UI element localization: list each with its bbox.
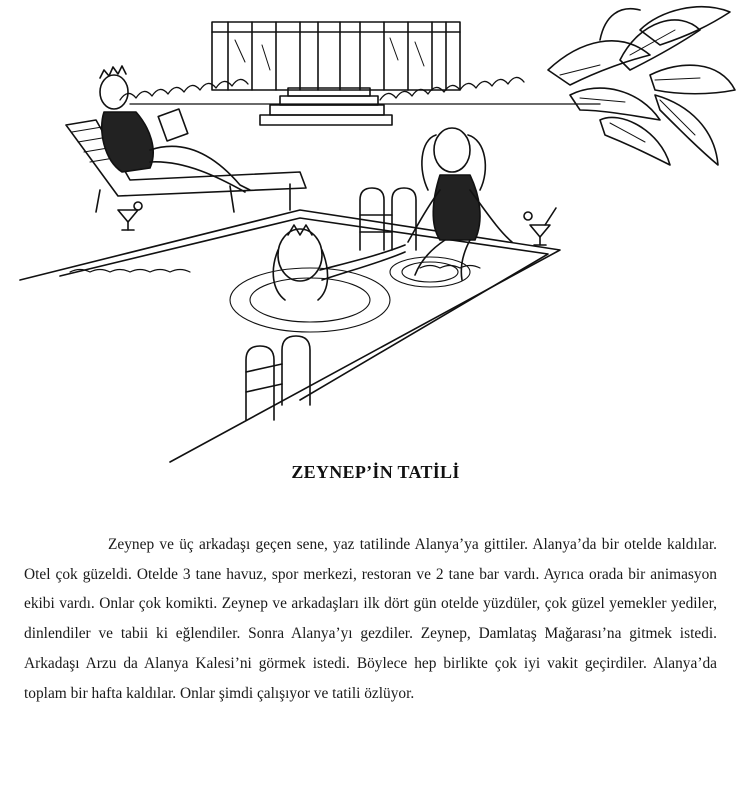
entrance-steps [260,88,392,125]
palm-plant [548,7,735,165]
page-title: ZEYNEP’İN TATİLİ [291,462,460,482]
pool-ladder-front [246,336,310,420]
cocktail-glass-left [118,202,142,230]
pool-ladder-back [360,188,416,250]
cocktail-glass-right [524,208,556,245]
building-doors [212,22,460,90]
story-paragraph: Zeynep ve üç arkadaşı geçen sene, yaz tatilinde Alanya’ya gittiler. Alanya’da bir otelde kaldılar. Otel çok güzeldi. Otelde 3 tane havuz, spor merkezi, restoran ve 2 tane bar vardı. Ayrıca orada bir animasyon ekibi vardı. Onlar çok komikti. Zeynep ve arkadaşları ilk dört gün otelde yüzdüler, çok güzel yemekler yediler, dinlendiler ve tabii ki eğlendiler. Sonra Alanya’yı gezdiler. Zeynep, Damlataş Mağarası’na gitmek istedi. Arkadaşı Arzu da Alanya Kalesi’ni görmek istedi. Böylece hep birlikte çok iyi vakit geçirdiler. Alanya’da toplam bir hafta kaldılar. Onlar şimdi çalışıyor ve tatili özlüyor. [24,536,717,702]
